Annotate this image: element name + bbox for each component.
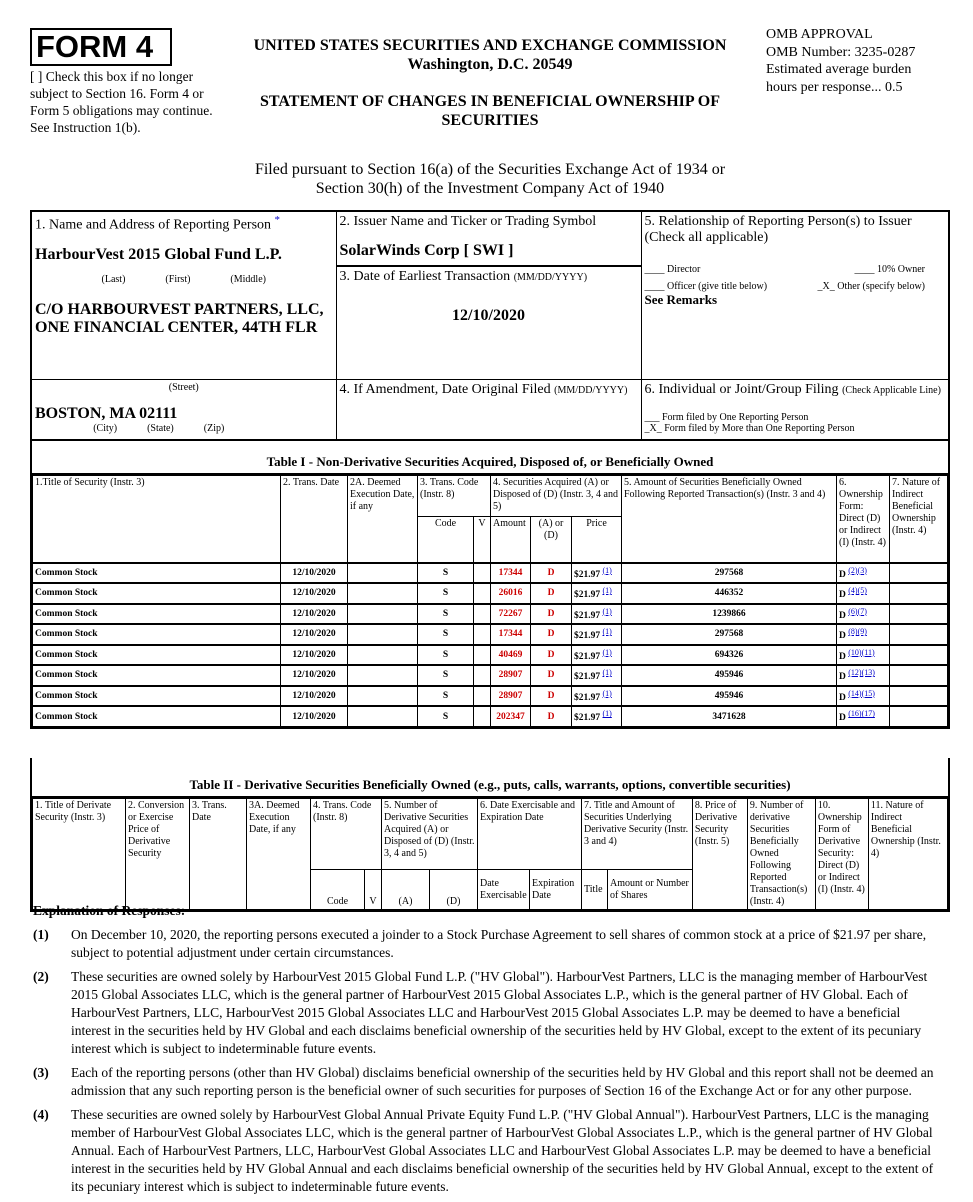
check-box-note: [ ] Check this box if no longer subject to Section 16. Form 4 or Form 5 obligations may continue. See Instruction 1(b).	[30, 69, 213, 135]
amount-owned: 1239866	[712, 608, 746, 619]
nature-cell	[890, 686, 948, 707]
filed-line: Filed pursuant to Section 16(a) of the Securities Exchange Act of 1934 or	[254, 161, 726, 178]
ownership-form-cell	[837, 706, 890, 727]
director-option: ____ Director	[644, 264, 701, 275]
security-title-cell	[33, 583, 281, 604]
col-date-exercisable: 6. Date Exercisable and Expiration Date	[478, 799, 582, 870]
a-or-d: D	[547, 588, 555, 599]
footnote	[33, 1064, 938, 1100]
footnote-link[interactable]: (10)(11)	[848, 647, 875, 657]
agency-city: Washington, D.C. 20549	[407, 56, 573, 73]
col-title: 1.Title of Security (Instr. 3)	[33, 476, 281, 563]
form-title: FORM 4	[30, 28, 172, 66]
price: $21.97	[574, 590, 601, 601]
col-derivative-price: 8. Price of Derivative Security (Instr. 5)	[692, 799, 747, 910]
table-row	[33, 645, 948, 666]
footnote-link[interactable]: (16)(17)	[848, 709, 875, 719]
subcol-v: V	[474, 517, 491, 563]
table-row	[33, 665, 948, 686]
security-title: Common Stock	[35, 567, 98, 578]
security-title-cell	[33, 686, 281, 707]
v-flag-cell	[474, 563, 491, 584]
col-deemed-date: 3A. Deemed Execution Date, if any	[247, 799, 311, 910]
a-or-d-cell	[531, 563, 572, 584]
amount-cell	[491, 706, 531, 727]
v-flag-cell	[474, 665, 491, 686]
reporting-person-label: 1. Name and Address of Reporting Person	[35, 217, 272, 233]
trans-date-cell	[281, 686, 348, 707]
city-cell	[31, 380, 336, 440]
deemed-date-cell	[348, 583, 418, 604]
trans-date-cell	[281, 665, 348, 686]
amount-owned-cell	[622, 563, 837, 584]
agency-name: UNITED STATES SECURITIES AND EXCHANGE COMMISSION	[253, 37, 727, 54]
price-cell	[572, 583, 622, 604]
subcol-expiration-date: Expiration Date	[530, 870, 582, 910]
amount-owned: 3471628	[712, 711, 746, 722]
footnote-link[interactable]: (1)	[602, 688, 612, 698]
v-flag-cell	[474, 624, 491, 645]
footnote-link[interactable]: (1)	[602, 647, 612, 657]
a-or-d-cell	[531, 686, 572, 707]
last-caption: (Last)	[101, 273, 126, 285]
trans-date-cell	[281, 563, 348, 584]
officer-option: ____ Officer (give title below)	[644, 281, 768, 292]
footnote-link[interactable]: (1)	[602, 565, 612, 575]
security-title: Common Stock	[35, 649, 98, 660]
filing-label: 6. Individual or Joint/Group Filing	[644, 382, 839, 398]
earliest-transaction-date: 12/10/2020	[452, 306, 525, 324]
a-or-d-cell	[531, 706, 572, 727]
price-cell	[572, 604, 622, 625]
state-caption: (State)	[147, 423, 174, 435]
amount: 28907	[498, 670, 523, 681]
omb-line: OMB Number: 3235-0287	[766, 44, 916, 60]
ownership-form: D	[839, 569, 846, 580]
footnote-link[interactable]: (1)	[602, 627, 612, 637]
footnote-link[interactable]: (6)(7)	[848, 606, 867, 616]
amount-owned: 495946	[714, 690, 744, 701]
table-row	[33, 604, 948, 625]
security-title: Common Stock	[35, 711, 98, 722]
deemed-date-cell	[348, 706, 418, 727]
col-trans-date: 3. Trans. Date	[190, 799, 247, 910]
security-title: Common Stock	[35, 588, 98, 599]
ownership-form-cell	[837, 604, 890, 625]
amount: 202347	[496, 711, 525, 722]
footnote-number: (2)	[33, 969, 49, 984]
v-flag-cell	[474, 706, 491, 727]
asterisk-link[interactable]: *	[274, 214, 281, 226]
table-2	[30, 758, 950, 912]
middle-caption: (Middle)	[230, 273, 266, 285]
subcol-date-exercisable: Date Exercisable	[478, 870, 530, 910]
date-format: (MM/DD/YYYY)	[513, 271, 588, 283]
trans-code: S	[442, 670, 449, 681]
table-row	[33, 563, 948, 584]
a-or-d: D	[547, 608, 555, 619]
footnote-text: On December 10, 2020, the reporting persons executed a joinder to a Stock Purchase Agreement to sell shares of common stock at a price of $21.97 per share, subject to potential adjustment under certain circumstances.	[71, 927, 927, 960]
amount-owned: 495946	[714, 670, 744, 681]
trans-date: 12/10/2020	[292, 567, 336, 578]
ownership-form: D	[839, 590, 846, 601]
col-conversion-price: 2. Conversion or Exercise Price of Derivative Security	[126, 799, 190, 910]
price-cell	[572, 645, 622, 666]
amount-cell	[491, 686, 531, 707]
omb-line: OMB APPROVAL	[766, 27, 873, 42]
street-address: C/O HARBOURVEST PARTNERS, LLC, ONE FINANCIAL CENTER, 44TH FLR	[35, 300, 324, 336]
trans-code: S	[442, 629, 449, 640]
amount-owned-cell	[622, 706, 837, 727]
multiple-persons-option: _X_ Form filed by More than One Reporting Person	[644, 423, 855, 435]
subcol-disposed: (D)	[430, 870, 478, 910]
date-format: (MM/DD/YYYY)	[554, 385, 628, 397]
trans-date: 12/10/2020	[292, 608, 336, 619]
footnote-text: These securities are owned solely by HarbourVest Global Annual Private Equity Fund L.P. ("HV Global Annual"). HarbourVest Partners, LLC is the managing member of HarbourVest Global Associates LLC, which is the general partner of HarbourVest Global Associates L.P., which is the general partner of HV Global Annual. Each of HarbourVest Partners, LLC, HarbourVest Global Associates LLC and HarbourVest Global Associates L.P. may be deemed to have a beneficial interest in the securities held by HV Global Annual and each disclaims beneficial ownership of the securities held by HV Global Annual, except to the extent of its pecuniary interest which is subject to indeterminable future events.	[71, 1107, 934, 1194]
amount-owned-cell	[622, 583, 837, 604]
col-trans-code: 3. Trans. Code (Instr. 8)	[418, 476, 491, 517]
amount-owned: 446352	[714, 588, 744, 599]
price: $21.97	[574, 631, 601, 642]
other-option: _X_ Other (specify below)	[817, 281, 925, 292]
price: $21.97	[574, 672, 601, 683]
trans-date-cell	[281, 706, 348, 727]
subcol-amount-shares: Amount or Number of Shares	[608, 870, 693, 910]
ownership-form-cell	[837, 563, 890, 584]
col-nature: 11. Nature of Indirect Beneficial Ownership (Instr. 4)	[868, 799, 947, 910]
footnote-link[interactable]: (14)(15)	[848, 688, 875, 698]
filing-cell	[641, 380, 949, 440]
amount-owned-cell	[622, 645, 837, 666]
price-cell	[572, 706, 622, 727]
nature-cell	[890, 624, 948, 645]
earliest-transaction-label: 3. Date of Earliest Transaction	[339, 268, 511, 284]
footnote-link[interactable]: (2)(3)	[848, 565, 867, 575]
amount: 72267	[498, 608, 523, 619]
deemed-date-cell	[348, 645, 418, 666]
a-or-d-cell	[531, 604, 572, 625]
nature-cell	[890, 645, 948, 666]
ten-percent-owner-option: ____ 10% Owner	[854, 264, 925, 275]
amount: 17344	[498, 629, 523, 640]
security-title-cell	[33, 624, 281, 645]
trans-date: 12/10/2020	[292, 711, 336, 722]
city-state-zip: BOSTON, MA 02111	[35, 405, 178, 423]
footnote-link[interactable]: (1)	[602, 709, 612, 719]
omb-line: Estimated average burden	[766, 62, 912, 77]
table-1-title: Table I - Non-Derivative Securities Acquired, Disposed of, or Beneficially Owned	[32, 435, 948, 475]
omb-approval	[766, 26, 915, 96]
v-flag-cell	[474, 604, 491, 625]
filed-line: Section 30(h) of the Investment Company Act of 1940	[315, 180, 665, 197]
first-caption: (First)	[165, 273, 191, 285]
security-title-cell	[33, 604, 281, 625]
price-cell	[572, 665, 622, 686]
deemed-date-cell	[348, 604, 418, 625]
footnote-number: (4)	[33, 1107, 49, 1122]
amount: 17344	[498, 567, 523, 578]
subcol-code: Code	[418, 517, 474, 563]
footnote-link[interactable]: (1)	[602, 586, 612, 596]
amount-owned-cell	[622, 604, 837, 625]
trans-code-cell	[418, 645, 474, 666]
nature-cell	[890, 604, 948, 625]
subcol-amount: Amount	[491, 517, 531, 563]
amount-owned: 694326	[714, 649, 744, 660]
footnote	[33, 968, 938, 1058]
trans-date-cell	[281, 583, 348, 604]
reporting-person-cell	[31, 211, 336, 266]
ownership-form: D	[839, 610, 846, 621]
trans-date-cell	[281, 645, 348, 666]
amount-owned-cell	[622, 665, 837, 686]
trans-date: 12/10/2020	[292, 629, 336, 640]
trans-code-cell	[418, 604, 474, 625]
footnote-link[interactable]: (8)(9)	[848, 627, 867, 637]
statement-title: STATEMENT OF CHANGES IN BENEFICIAL OWNERSHIP OF SECURITIES	[260, 93, 720, 129]
amount-cell	[491, 645, 531, 666]
a-or-d-cell	[531, 645, 572, 666]
table-row	[33, 624, 948, 645]
trans-code: S	[442, 588, 449, 599]
deemed-date-cell	[348, 686, 418, 707]
trans-code: S	[442, 711, 449, 722]
amount-owned-cell	[622, 624, 837, 645]
amount-owned-cell	[622, 686, 837, 707]
ownership-form: D	[839, 713, 846, 724]
amount-owned: 297568	[714, 567, 744, 578]
ownership-form-cell	[837, 583, 890, 604]
amount: 40469	[498, 649, 523, 660]
trans-code-cell	[418, 686, 474, 707]
a-or-d-cell	[531, 665, 572, 686]
security-title: Common Stock	[35, 608, 98, 619]
col-securities: 4. Securities Acquired (A) or Disposed of (D) (Instr. 3, 4 and 5)	[491, 476, 622, 517]
subcol-a-or-d: (A) or (D)	[531, 517, 572, 563]
footnote-link[interactable]: (12)(13)	[848, 668, 875, 678]
amount: 28907	[498, 690, 523, 701]
price: $21.97	[574, 651, 601, 662]
trans-code: S	[442, 649, 449, 660]
trans-code-cell	[418, 583, 474, 604]
trans-code: S	[442, 567, 449, 578]
security-title-cell	[33, 706, 281, 727]
one-person-option: ___ Form filed by One Reporting Person	[644, 412, 809, 424]
zip-caption: (Zip)	[203, 423, 225, 435]
security-title-cell	[33, 665, 281, 686]
footnote	[33, 1106, 938, 1196]
price: $21.97	[574, 569, 601, 580]
explanation-of-responses	[33, 902, 938, 1202]
subcol-code: Code	[311, 870, 365, 910]
trans-date: 12/10/2020	[292, 690, 336, 701]
col-number-owned: 9. Number of derivative Securities Beneficially Owned Following Reported Transaction(s) (Instr. 4)	[747, 799, 815, 910]
deemed-date-cell	[348, 563, 418, 584]
deemed-date-cell	[348, 665, 418, 686]
trans-date-cell	[281, 624, 348, 645]
amount: 26016	[498, 588, 523, 599]
subcol-v: V	[365, 870, 382, 910]
amount-cell	[491, 563, 531, 584]
relationship-label: 5. Relationship of Reporting Person(s) to Issuer (Check all applicable)	[644, 214, 912, 245]
subcol-title: Title	[582, 870, 608, 910]
trans-code-cell	[418, 563, 474, 584]
subcol-price: Price	[572, 517, 622, 563]
a-or-d: D	[547, 649, 555, 660]
amendment-cell	[336, 380, 641, 440]
filed-pursuant	[150, 160, 830, 198]
footnote-link[interactable]: (1)	[602, 668, 612, 678]
footnote-number: (3)	[33, 1065, 49, 1080]
ownership-form: D	[839, 631, 846, 642]
street-caption: (Street)	[168, 382, 199, 394]
address-cell	[31, 266, 336, 380]
price: $21.97	[574, 692, 601, 703]
footnote-number: (1)	[33, 927, 49, 942]
table-row	[33, 706, 948, 727]
footnote	[33, 926, 938, 962]
trans-date: 12/10/2020	[292, 588, 336, 599]
ownership-form: D	[839, 651, 846, 662]
remarks-text: See Remarks	[644, 292, 718, 307]
trans-date-cell	[281, 604, 348, 625]
a-or-d-cell	[531, 624, 572, 645]
price-cell	[572, 563, 622, 584]
trans-code: S	[442, 690, 449, 701]
a-or-d: D	[547, 690, 555, 701]
earliest-transaction-cell	[336, 266, 641, 380]
reporting-info-table	[30, 210, 950, 441]
deemed-date-cell	[348, 624, 418, 645]
a-or-d: D	[547, 670, 555, 681]
explanation-title: Explanation of Responses:	[33, 903, 186, 918]
nature-cell	[890, 583, 948, 604]
nature-cell	[890, 563, 948, 584]
amount-cell	[491, 583, 531, 604]
amount-cell	[491, 624, 531, 645]
footnote-text: These securities are owned solely by HarbourVest 2015 Global Fund L.P. ("HV Global"). HarbourVest Partners, LLC is the managing member of HarbourVest 2015 Global Associates LLC, which is the general partner of HarbourVest 2015 Global Associates L.P., which is the general partner of HV Global. Each of HarbourVest Partners, LLC, HarbourVest 2015 Global Associates LLC and HarbourVest 2015 Global Associates L.P. may be deemed to have a beneficial interest in the securities held by HV Global and each disclaims beneficial ownership of the securities held by HV Global, except to the extent of its pecuniary interest which is subject to indeterminable future events.	[71, 969, 928, 1056]
security-title: Common Stock	[35, 670, 98, 681]
price-cell	[572, 624, 622, 645]
col-underlying: 7. Title and Amount of Securities Underlying Derivative Security (Instr. 3 and 4)	[582, 799, 693, 870]
v-flag-cell	[474, 645, 491, 666]
col-trans-date: 2. Trans. Date	[281, 476, 348, 563]
agency-heading	[225, 36, 755, 74]
col-amount-owned: 5. Amount of Securities Beneficially Owned Following Reported Transaction(s) (Instr. 3 and 4)	[622, 476, 837, 563]
footnote-link[interactable]: (4)(5)	[848, 586, 867, 596]
ownership-form-cell	[837, 645, 890, 666]
security-title-cell	[33, 563, 281, 584]
a-or-d-cell	[531, 583, 572, 604]
amount-cell	[491, 665, 531, 686]
reporting-person-name: HarbourVest 2015 Global Fund L.P.	[35, 245, 282, 263]
a-or-d: D	[547, 629, 555, 640]
trans-code-cell	[418, 624, 474, 645]
subcol-acquired: (A)	[382, 870, 430, 910]
a-or-d: D	[547, 711, 555, 722]
col-ownership-form: 10. Ownership Form of Derivative Security: Direct (D) or Indirect (I) (Instr. 4)	[815, 799, 868, 910]
relationship-cell	[641, 211, 949, 380]
ownership-form-cell	[837, 686, 890, 707]
amount-cell	[491, 604, 531, 625]
security-title: Common Stock	[35, 629, 98, 640]
ownership-form: D	[839, 672, 846, 683]
security-title-cell	[33, 645, 281, 666]
trans-code-cell	[418, 665, 474, 686]
table-row	[33, 583, 948, 604]
col-number-derivative: 5. Number of Derivative Securities Acquired (A) or Disposed of (D) (Instr. 3, 4 and 5)	[382, 799, 478, 870]
trans-date: 12/10/2020	[292, 670, 336, 681]
col-trans-code: 4. Trans. Code (Instr. 8)	[311, 799, 382, 870]
city-caption: (City)	[93, 423, 118, 435]
filing-sublabel: (Check Applicable Line)	[842, 385, 941, 397]
v-flag-cell	[474, 583, 491, 604]
price: $21.97	[574, 610, 601, 621]
v-flag-cell	[474, 686, 491, 707]
col-ownership-form: 6. Ownership Form: Direct (D) or Indirect (I) (Instr. 4)	[837, 476, 890, 563]
a-or-d: D	[547, 567, 555, 578]
table-2-title: Table II - Derivative Securities Beneficially Owned (e.g., puts, calls, warrants, options, convertible securities)	[32, 758, 948, 798]
price: $21.97	[574, 713, 601, 724]
nature-cell	[890, 706, 948, 727]
col-nature: 7. Nature of Indirect Beneficial Ownership (Instr. 4)	[890, 476, 948, 563]
trans-code-cell	[418, 706, 474, 727]
footnote-link[interactable]: (1)	[602, 606, 612, 616]
trans-code: S	[442, 608, 449, 619]
ownership-form-cell	[837, 665, 890, 686]
ownership-form: D	[839, 692, 846, 703]
amendment-label: 4. If Amendment, Date Original Filed	[339, 382, 551, 398]
amount-owned: 297568	[714, 629, 744, 640]
issuer-label: 2. Issuer Name and Ticker or Trading Symbol	[339, 214, 597, 229]
price-cell	[572, 686, 622, 707]
security-title: Common Stock	[35, 690, 98, 701]
table-1	[30, 435, 950, 729]
col-deemed-date: 2A. Deemed Execution Date, if any	[348, 476, 418, 563]
col-derivative-title: 1. Title of Derivate Security (Instr. 3)	[33, 799, 126, 910]
footnote-text: Each of the reporting persons (other than HV Global) disclaims beneficial ownership of the securities held by HV Global and this report shall not be deemed an admission that any such reporting person is the beneficial owner of such securities for purposes of Section 16 of the Exchange Act or for any other purpose.	[71, 1065, 934, 1098]
nature-cell	[890, 665, 948, 686]
ownership-form-cell	[837, 624, 890, 645]
issuer-name: SolarWinds Corp [ SWI ]	[339, 242, 514, 259]
omb-line: hours per response... 0.5	[766, 79, 903, 95]
issuer-cell	[336, 211, 641, 266]
trans-date: 12/10/2020	[292, 649, 336, 660]
table-row	[33, 686, 948, 707]
